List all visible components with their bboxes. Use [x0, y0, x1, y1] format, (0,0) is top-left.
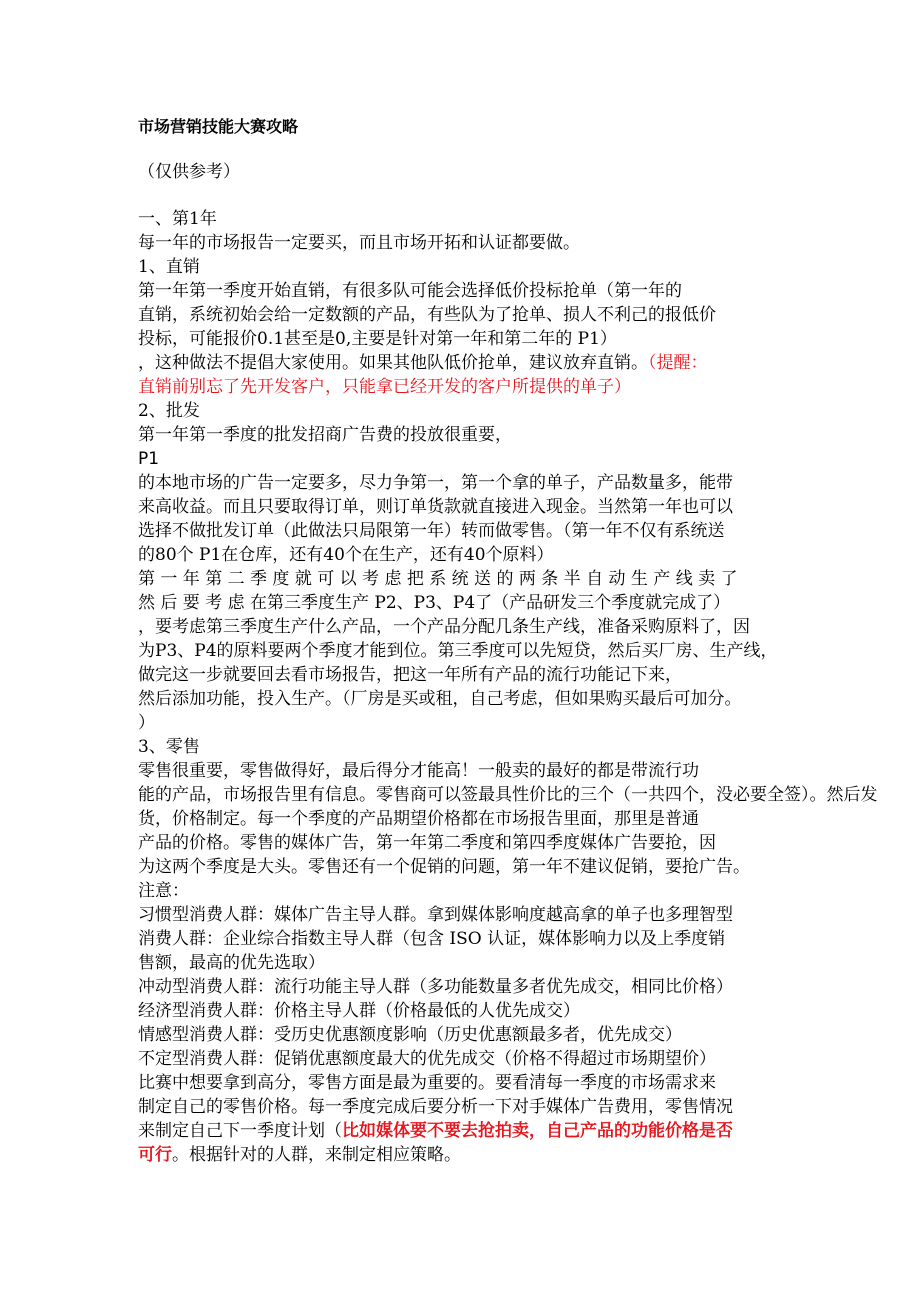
text-span: ，这种做法不提倡大家使用。如果其他队低价抢单，建议放弃直销。 — [138, 353, 648, 373]
highlight-text: 比如媒体要不要去抢拍卖，自己产品的功能价格是否 — [342, 1121, 733, 1141]
text-line: 情感型消费人群：受历史优惠额度影响（历史优惠额最多者，优先成交） — [138, 1025, 682, 1045]
text-line: 冲动型消费人群：流行功能主导人群（多功能数量多者优先成交，相同比价格） — [138, 977, 733, 997]
text-line: 为这两个季度是大头。零售还有一个促销的问题，第一年不建议促销，要抢广告。 — [138, 857, 750, 877]
text-span: 来制定自己下一季度计划（ — [138, 1121, 342, 1141]
text-line: 投标，可能报价0.1甚至是0,主要是针对第一年和第二年的 P1） — [138, 329, 617, 349]
text-line: 比赛中想要拿到高分，零售方面是最为重要的。要看清每一季度的市场需求来 — [138, 1073, 716, 1093]
text-line — [138, 352, 798, 374]
text-line — [138, 1120, 798, 1142]
text-line: P1 — [138, 449, 160, 469]
text-line: 产品的价格。零售的媒体广告，第一年第二季度和第四季度媒体广告要抢，因 — [138, 833, 716, 853]
text-line: 制定自己的零售价格。每一季度完成后要分析一下对手媒体广告费用，零售情况 — [138, 1097, 733, 1117]
doc-subtitle: （仅供参考） — [138, 162, 240, 182]
text-line: 习惯型消费人群：媒体广告主导人群。拿到媒体影响度越高拿的单子也多理智型 — [138, 905, 733, 925]
text-line: 然后添加功能，投入生产。（厂房是买或租，自己考虑，但如果购买最后可加分。 — [138, 689, 742, 709]
text-line: 的本地市场的广告一定要多，尽力争第一，第一个拿的单子，产品数量多，能带 — [138, 473, 733, 493]
section-heading: 一、第1年 — [138, 209, 217, 229]
text-line: 售额，最高的优先选取） — [138, 953, 325, 973]
text-line: 为P3、P4的原料要两个季度才能到位。第三季度可以先短贷，然后买厂房、生产线， — [138, 641, 778, 661]
subsection-heading: 1、直销 — [138, 257, 200, 277]
text-line: 第一年第一季度的批发招商广告费的投放很重要， — [138, 425, 512, 445]
text-line: 能的产品，市场报告里有信息。零售商可以签最具性价比的三个（一共四个，没必要全签）。然后发 — [138, 785, 878, 805]
text-line: ，要考虑第三季度生产什么产品，一个产品分配几条生产线，准备采购原料了，因 — [138, 617, 750, 637]
text-line: 经济型消费人群：价格主导人群（价格最低的人优先成交） — [138, 1001, 580, 1021]
text-line: 货，价格制定。每一个季度的产品期望价格都在市场报告里面，那里是普通 — [138, 809, 699, 829]
text-line: 来高收益。而且只要取得订单，则订单货款就直接进入现金。当然第一年也可以 — [138, 497, 733, 517]
text-line — [138, 1144, 798, 1166]
doc-title: 市场营销技能大赛攻略 — [138, 117, 299, 136]
highlight-text: 可行 — [138, 1145, 172, 1165]
text-span: 。根据针对的人群，来制定相应策略。 — [172, 1145, 461, 1165]
text-line: 消费人群：企业综合指数主导人群（包含 ISO 认证，媒体影响力以及上季度销 — [138, 929, 726, 949]
subsection-heading: 2、批发 — [138, 401, 200, 421]
text-line: 直销，系统初始会给一定数额的产品，有些队为了抢单、损人不利己的报低价 — [138, 305, 716, 325]
text-line: 第 一 年 第 二 季 度 就 可 以 考 虑 把 系 统 送 的 两 条 半 自 动 生 产 线 卖 了 — [138, 569, 738, 589]
text-line: 不定型消费人群：促销优惠额度最大的优先成交（价格不得超过市场期望价） — [138, 1049, 716, 1069]
text-line: 每一年的市场报告一定要买，而且市场开拓和认证都要做。 — [138, 233, 580, 253]
text-line: 第一年第一季度开始直销，有很多队可能会选择低价投标抢单（第一年的 — [138, 281, 682, 301]
text-line: 的80个 P1在仓库，还有40个在生产，还有40个原料） — [138, 545, 554, 565]
text-line: 然 后 要 考 虑 在第三季度生产 P2、P3、P4了（产品研发三个季度就完成了） — [138, 593, 731, 613]
subsection-heading: 3、零售 — [138, 737, 200, 757]
text-line: ） — [138, 713, 155, 733]
text-line: 零售很重要，零售做得好，最后得分才能高！一般卖的最好的都是带流行功 — [138, 761, 699, 781]
note-heading: 注意： — [138, 881, 189, 901]
text-line: 做完这一步就要回去看市场报告，把这一年所有产品的流行功能记下来， — [138, 665, 682, 685]
reminder-text: （提醒： — [648, 353, 708, 373]
text-line: 选择不做批发订单（此做法只局限第一年）转而做零售。（第一年不仅有系统送 — [138, 521, 725, 541]
reminder-text: 直销前别忘了先开发客户，只能拿已经开发的客户所提供的单子） — [138, 377, 631, 397]
